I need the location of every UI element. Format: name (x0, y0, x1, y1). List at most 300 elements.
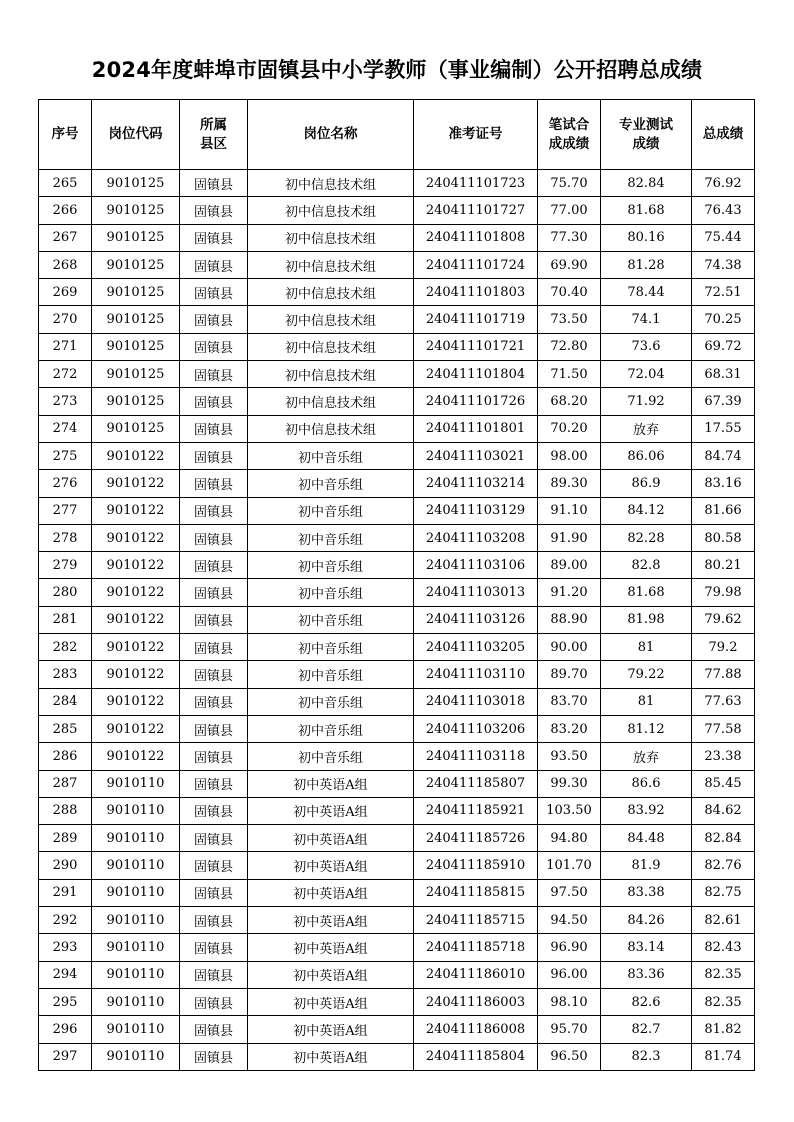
cell-post-name: 初中信息技术组 (248, 251, 414, 278)
cell-ticket-number: 240411101808 (414, 224, 538, 251)
cell-total-score: 82.35 (692, 961, 755, 988)
cell-seq: 271 (39, 333, 92, 360)
cell-written-score: 95.70 (538, 1016, 601, 1043)
cell-seq: 290 (39, 852, 92, 879)
cell-written-score: 69.90 (538, 251, 601, 278)
cell-written-score: 98.00 (538, 442, 601, 469)
cell-post-code: 9010122 (92, 606, 180, 633)
cell-post-code: 9010122 (92, 524, 180, 551)
cell-total-score: 80.58 (692, 524, 755, 551)
cell-post-name: 初中英语A组 (248, 1016, 414, 1043)
cell-post-name: 初中音乐组 (248, 715, 414, 742)
cell-total-score: 76.92 (692, 170, 755, 197)
cell-ticket-number: 240411103206 (414, 715, 538, 742)
cell-ticket-number: 240411185921 (414, 797, 538, 824)
header-county-line1: 所属 (200, 116, 227, 133)
cell-post-name: 初中英语A组 (248, 770, 414, 797)
header-test-score (601, 100, 692, 170)
cell-seq: 280 (39, 579, 92, 606)
cell-test-score: 81.98 (601, 606, 692, 633)
header-seq: 序号 (39, 100, 92, 170)
cell-written-score: 94.80 (538, 825, 601, 852)
cell-total-score: 81.66 (692, 497, 755, 524)
cell-ticket-number: 240411101801 (414, 415, 538, 442)
cell-written-score: 89.70 (538, 661, 601, 688)
cell-written-score: 68.20 (538, 388, 601, 415)
table-row (39, 797, 755, 824)
cell-county: 固镇县 (180, 661, 248, 688)
cell-test-score: 81.68 (601, 197, 692, 224)
cell-ticket-number: 240411186003 (414, 988, 538, 1015)
cell-county: 固镇县 (180, 1043, 248, 1070)
cell-written-score: 77.00 (538, 197, 601, 224)
cell-test-score: 83.14 (601, 934, 692, 961)
cell-county: 固镇县 (180, 442, 248, 469)
cell-ticket-number: 240411185715 (414, 907, 538, 934)
cell-post-code: 9010125 (92, 251, 180, 278)
table-row (39, 279, 755, 306)
cell-post-code: 9010122 (92, 715, 180, 742)
cell-post-code: 9010122 (92, 579, 180, 606)
table-row (39, 852, 755, 879)
cell-seq: 288 (39, 797, 92, 824)
cell-ticket-number: 240411101804 (414, 361, 538, 388)
cell-ticket-number: 240411103018 (414, 688, 538, 715)
cell-post-code: 9010110 (92, 1043, 180, 1070)
cell-ticket-number: 240411101803 (414, 279, 538, 306)
cell-written-score: 91.10 (538, 497, 601, 524)
cell-written-score: 96.00 (538, 961, 601, 988)
cell-post-code: 9010110 (92, 961, 180, 988)
cell-post-name: 初中信息技术组 (248, 388, 414, 415)
cell-county: 固镇县 (180, 333, 248, 360)
cell-seq: 273 (39, 388, 92, 415)
cell-seq: 289 (39, 825, 92, 852)
cell-total-score: 82.43 (692, 934, 755, 961)
cell-ticket-number: 240411186008 (414, 1016, 538, 1043)
cell-county: 固镇县 (180, 715, 248, 742)
cell-post-code: 9010110 (92, 934, 180, 961)
cell-total-score: 84.74 (692, 442, 755, 469)
table-row (39, 388, 755, 415)
table-row (39, 170, 755, 197)
table-row (39, 1043, 755, 1070)
cell-ticket-number: 240411103205 (414, 634, 538, 661)
cell-total-score: 17.55 (692, 415, 755, 442)
cell-total-score: 69.72 (692, 333, 755, 360)
cell-post-code: 9010125 (92, 388, 180, 415)
cell-post-name: 初中音乐组 (248, 552, 414, 579)
cell-seq: 284 (39, 688, 92, 715)
cell-total-score: 81.82 (692, 1016, 755, 1043)
cell-post-name: 初中英语A组 (248, 1043, 414, 1070)
cell-seq: 293 (39, 934, 92, 961)
cell-ticket-number: 240411103118 (414, 743, 538, 770)
cell-post-code: 9010122 (92, 552, 180, 579)
cell-county: 固镇县 (180, 934, 248, 961)
cell-seq: 276 (39, 470, 92, 497)
cell-county: 固镇县 (180, 497, 248, 524)
cell-total-score: 82.76 (692, 852, 755, 879)
header-post-name: 岗位名称 (248, 100, 414, 170)
cell-seq: 277 (39, 497, 92, 524)
cell-county: 固镇县 (180, 552, 248, 579)
cell-total-score: 76.43 (692, 197, 755, 224)
cell-test-score: 74.1 (601, 306, 692, 333)
cell-post-name: 初中信息技术组 (248, 361, 414, 388)
cell-written-score: 90.00 (538, 634, 601, 661)
cell-ticket-number: 240411101723 (414, 170, 538, 197)
cell-county: 固镇县 (180, 797, 248, 824)
cell-ticket-number: 240411101721 (414, 333, 538, 360)
cell-written-score: 94.50 (538, 907, 601, 934)
cell-written-score: 98.10 (538, 988, 601, 1015)
cell-total-score: 79.2 (692, 634, 755, 661)
cell-post-code: 9010110 (92, 852, 180, 879)
cell-ticket-number: 240411103021 (414, 442, 538, 469)
cell-seq: 297 (39, 1043, 92, 1070)
cell-county: 固镇县 (180, 852, 248, 879)
table-row (39, 306, 755, 333)
cell-total-score: 72.51 (692, 279, 755, 306)
cell-test-score: 71.92 (601, 388, 692, 415)
cell-test-score: 82.8 (601, 552, 692, 579)
cell-ticket-number: 240411103214 (414, 470, 538, 497)
cell-test-score: 81 (601, 688, 692, 715)
cell-ticket-number: 240411103126 (414, 606, 538, 633)
cell-post-code: 9010122 (92, 743, 180, 770)
cell-ticket-number: 240411103106 (414, 552, 538, 579)
cell-county: 固镇县 (180, 688, 248, 715)
cell-test-score: 84.12 (601, 497, 692, 524)
cell-total-score: 68.31 (692, 361, 755, 388)
cell-written-score: 71.50 (538, 361, 601, 388)
cell-post-code: 9010125 (92, 415, 180, 442)
cell-test-score: 81.68 (601, 579, 692, 606)
cell-total-score: 67.39 (692, 388, 755, 415)
cell-ticket-number: 240411101726 (414, 388, 538, 415)
cell-written-score: 77.30 (538, 224, 601, 251)
cell-total-score: 77.88 (692, 661, 755, 688)
cell-post-code: 9010122 (92, 661, 180, 688)
cell-total-score: 75.44 (692, 224, 755, 251)
cell-written-score: 89.30 (538, 470, 601, 497)
header-written-line2: 成成绩 (548, 135, 590, 152)
cell-written-score: 75.70 (538, 170, 601, 197)
cell-post-code: 9010110 (92, 825, 180, 852)
cell-ticket-number: 240411185804 (414, 1043, 538, 1070)
cell-post-name: 初中英语A组 (248, 907, 414, 934)
cell-seq: 283 (39, 661, 92, 688)
cell-written-score: 88.90 (538, 606, 601, 633)
cell-post-code: 9010125 (92, 197, 180, 224)
cell-seq: 278 (39, 524, 92, 551)
cell-ticket-number: 240411101719 (414, 306, 538, 333)
cell-post-name: 初中音乐组 (248, 470, 414, 497)
cell-written-score: 83.70 (538, 688, 601, 715)
cell-post-code: 9010110 (92, 1016, 180, 1043)
cell-ticket-number: 240411185726 (414, 825, 538, 852)
cell-post-code: 9010110 (92, 988, 180, 1015)
cell-seq: 287 (39, 770, 92, 797)
cell-ticket-number: 240411103110 (414, 661, 538, 688)
cell-written-score: 89.00 (538, 552, 601, 579)
cell-post-code: 9010122 (92, 442, 180, 469)
cell-test-score: 82.7 (601, 1016, 692, 1043)
cell-written-score: 96.50 (538, 1043, 601, 1070)
cell-post-name: 初中信息技术组 (248, 306, 414, 333)
table-row (39, 988, 755, 1015)
cell-test-score: 86.06 (601, 442, 692, 469)
cell-test-score: 81.12 (601, 715, 692, 742)
cell-seq: 295 (39, 988, 92, 1015)
cell-post-name: 初中音乐组 (248, 579, 414, 606)
cell-seq: 274 (39, 415, 92, 442)
cell-ticket-number: 240411186010 (414, 961, 538, 988)
cell-ticket-number: 240411185718 (414, 934, 538, 961)
cell-post-name: 初中音乐组 (248, 497, 414, 524)
cell-post-name: 初中英语A组 (248, 797, 414, 824)
cell-post-name: 初中英语A组 (248, 961, 414, 988)
cell-post-code: 9010110 (92, 907, 180, 934)
cell-written-score: 93.50 (538, 743, 601, 770)
table-row (39, 961, 755, 988)
cell-county: 固镇县 (180, 306, 248, 333)
table-row (39, 524, 755, 551)
cell-seq: 269 (39, 279, 92, 306)
table-row (39, 333, 755, 360)
table-row (39, 606, 755, 633)
cell-ticket-number: 240411185807 (414, 770, 538, 797)
table-row (39, 907, 755, 934)
cell-test-score: 83.36 (601, 961, 692, 988)
cell-post-name: 初中信息技术组 (248, 224, 414, 251)
cell-seq: 281 (39, 606, 92, 633)
cell-post-name: 初中音乐组 (248, 442, 414, 469)
cell-test-score: 81 (601, 634, 692, 661)
cell-test-score: 79.22 (601, 661, 692, 688)
table-row (39, 688, 755, 715)
cell-ticket-number: 240411101727 (414, 197, 538, 224)
cell-post-name: 初中英语A组 (248, 934, 414, 961)
cell-county: 固镇县 (180, 361, 248, 388)
cell-test-score: 81.28 (601, 251, 692, 278)
table-row (39, 634, 755, 661)
cell-post-code: 9010110 (92, 770, 180, 797)
cell-seq: 282 (39, 634, 92, 661)
cell-seq: 296 (39, 1016, 92, 1043)
cell-total-score: 77.63 (692, 688, 755, 715)
cell-seq: 286 (39, 743, 92, 770)
score-table (38, 99, 755, 1071)
table-row (39, 579, 755, 606)
cell-post-code: 9010122 (92, 688, 180, 715)
cell-post-name: 初中音乐组 (248, 661, 414, 688)
cell-test-score: 86.6 (601, 770, 692, 797)
cell-test-score: 放弃 (601, 743, 692, 770)
cell-seq: 265 (39, 170, 92, 197)
cell-county: 固镇县 (180, 279, 248, 306)
cell-post-code: 9010125 (92, 224, 180, 251)
cell-county: 固镇县 (180, 825, 248, 852)
cell-post-name: 初中英语A组 (248, 852, 414, 879)
cell-test-score: 82.6 (601, 988, 692, 1015)
cell-written-score: 97.50 (538, 879, 601, 906)
cell-total-score: 70.25 (692, 306, 755, 333)
cell-seq: 272 (39, 361, 92, 388)
cell-county: 固镇县 (180, 388, 248, 415)
cell-post-code: 9010125 (92, 306, 180, 333)
cell-test-score: 84.26 (601, 907, 692, 934)
cell-test-score: 86.9 (601, 470, 692, 497)
table-row (39, 715, 755, 742)
cell-seq: 270 (39, 306, 92, 333)
cell-post-name: 初中英语A组 (248, 988, 414, 1015)
cell-post-name: 初中信息技术组 (248, 197, 414, 224)
cell-written-score: 91.20 (538, 579, 601, 606)
cell-total-score: 82.35 (692, 988, 755, 1015)
cell-county: 固镇县 (180, 907, 248, 934)
cell-county: 固镇县 (180, 251, 248, 278)
cell-total-score: 80.21 (692, 552, 755, 579)
cell-test-score: 84.48 (601, 825, 692, 852)
cell-total-score: 85.45 (692, 770, 755, 797)
header-county (180, 100, 248, 170)
table-row (39, 552, 755, 579)
cell-post-name: 初中音乐组 (248, 634, 414, 661)
table-row (39, 934, 755, 961)
cell-total-score: 81.74 (692, 1043, 755, 1070)
header-written-score (538, 100, 601, 170)
cell-test-score: 83.38 (601, 879, 692, 906)
header-written-line1: 笔试合 (548, 116, 590, 133)
table-body (39, 170, 755, 1071)
cell-post-code: 9010125 (92, 170, 180, 197)
cell-written-score: 72.80 (538, 333, 601, 360)
table-row (39, 1016, 755, 1043)
cell-total-score: 23.38 (692, 743, 755, 770)
cell-total-score: 84.62 (692, 797, 755, 824)
cell-test-score: 73.6 (601, 333, 692, 360)
cell-written-score: 70.40 (538, 279, 601, 306)
cell-post-code: 9010110 (92, 797, 180, 824)
header-post-code: 岗位代码 (92, 100, 180, 170)
cell-ticket-number: 240411103129 (414, 497, 538, 524)
cell-post-name: 初中音乐组 (248, 524, 414, 551)
cell-post-code: 9010110 (92, 879, 180, 906)
cell-written-score: 99.30 (538, 770, 601, 797)
cell-county: 固镇县 (180, 879, 248, 906)
cell-written-score: 73.50 (538, 306, 601, 333)
cell-total-score: 83.16 (692, 470, 755, 497)
cell-ticket-number: 240411185815 (414, 879, 538, 906)
cell-post-name: 初中音乐组 (248, 606, 414, 633)
cell-seq: 291 (39, 879, 92, 906)
cell-test-score: 83.92 (601, 797, 692, 824)
cell-test-score: 78.44 (601, 279, 692, 306)
table-row (39, 825, 755, 852)
cell-county: 固镇县 (180, 634, 248, 661)
cell-written-score: 101.70 (538, 852, 601, 879)
header-test-line1: 专业测试 (619, 116, 673, 133)
cell-county: 固镇县 (180, 961, 248, 988)
cell-county: 固镇县 (180, 988, 248, 1015)
cell-seq: 266 (39, 197, 92, 224)
cell-post-code: 9010122 (92, 634, 180, 661)
cell-post-name: 初中信息技术组 (248, 333, 414, 360)
cell-post-code: 9010122 (92, 470, 180, 497)
cell-county: 固镇县 (180, 170, 248, 197)
table-row (39, 224, 755, 251)
header-row (39, 100, 755, 170)
cell-ticket-number: 240411103013 (414, 579, 538, 606)
table-row (39, 197, 755, 224)
table-row (39, 415, 755, 442)
table-row (39, 251, 755, 278)
cell-seq: 267 (39, 224, 92, 251)
cell-test-score: 82.3 (601, 1043, 692, 1070)
cell-post-name: 初中信息技术组 (248, 170, 414, 197)
cell-post-name: 初中英语A组 (248, 879, 414, 906)
table-row (39, 770, 755, 797)
table-row (39, 497, 755, 524)
cell-total-score: 79.62 (692, 606, 755, 633)
cell-written-score: 91.90 (538, 524, 601, 551)
cell-seq: 279 (39, 552, 92, 579)
cell-ticket-number: 240411101724 (414, 251, 538, 278)
cell-county: 固镇县 (180, 606, 248, 633)
cell-total-score: 74.38 (692, 251, 755, 278)
table-row (39, 661, 755, 688)
cell-total-score: 79.98 (692, 579, 755, 606)
cell-county: 固镇县 (180, 579, 248, 606)
cell-county: 固镇县 (180, 415, 248, 442)
cell-county: 固镇县 (180, 224, 248, 251)
cell-post-code: 9010125 (92, 333, 180, 360)
header-ticket-number: 准考证号 (414, 100, 538, 170)
cell-county: 固镇县 (180, 770, 248, 797)
cell-county: 固镇县 (180, 470, 248, 497)
cell-total-score: 82.75 (692, 879, 755, 906)
cell-county: 固镇县 (180, 197, 248, 224)
cell-seq: 275 (39, 442, 92, 469)
cell-written-score: 96.90 (538, 934, 601, 961)
cell-total-score: 77.58 (692, 715, 755, 742)
cell-test-score: 82.84 (601, 170, 692, 197)
table-row (39, 470, 755, 497)
cell-test-score: 81.9 (601, 852, 692, 879)
table-row (39, 361, 755, 388)
cell-post-name: 初中信息技术组 (248, 415, 414, 442)
cell-total-score: 82.61 (692, 907, 755, 934)
cell-test-score: 80.16 (601, 224, 692, 251)
cell-test-score: 放弃 (601, 415, 692, 442)
table-row (39, 743, 755, 770)
cell-seq: 292 (39, 907, 92, 934)
cell-county: 固镇县 (180, 743, 248, 770)
cell-post-name: 初中音乐组 (248, 743, 414, 770)
cell-written-score: 83.20 (538, 715, 601, 742)
header-county-line2: 县区 (200, 135, 227, 152)
cell-test-score: 82.28 (601, 524, 692, 551)
cell-post-code: 9010125 (92, 361, 180, 388)
cell-post-name: 初中信息技术组 (248, 279, 414, 306)
page-title: 2024年度蚌埠市固镇县中小学教师（事业编制）公开招聘总成绩 (91, 58, 703, 82)
cell-seq: 268 (39, 251, 92, 278)
cell-seq: 285 (39, 715, 92, 742)
cell-county: 固镇县 (180, 1016, 248, 1043)
cell-post-name: 初中音乐组 (248, 688, 414, 715)
